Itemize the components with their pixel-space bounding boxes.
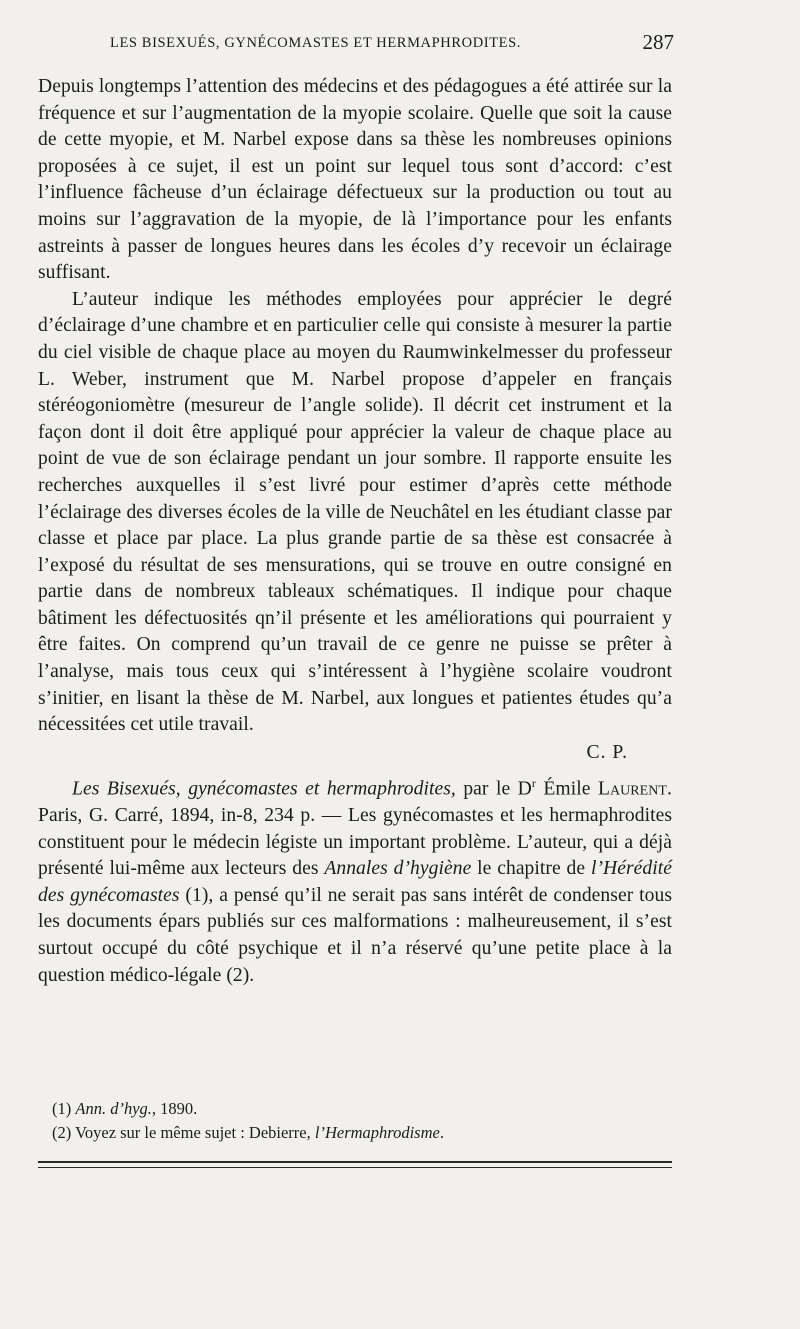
running-head: [38, 30, 674, 59]
paragraph-method: L’auteur indique les méthodes employées pour apprécier le degré d’éclairage d’une chambre et en particulier celle qui consiste à mesurer la partie du ciel visible de chaque place au moyen du Raumwinkelmesser du professeur L. Weber, instrument que M. Narbel propose d’appeler en français stéréogoniomètre (mesureur de l’angle solide). Il décrit cet instrument et la façon dont il doit être appliqué pour apprécier la valeur de chaque place au point de vue de son éclairage pendant un jour sombre. Il rapporte ensuite les recherches auxquelles il s’est livré pour estimer d’après cette méthode l’éclairage des diverses écoles de la ville de Neuchâtel en les étudiant classe par classe et place par place. La plus grande partie de sa thèse est consacrée à l’exposé du résultat de ses mensurations, qui se trouve en outre consigné en partie dans de nombreux tableaux schématiques. Il indique pour chaque bâtiment les défectuosités qn’il présente et les améliorations qui pourraient y être faites. On comprend qu’un travail de ce genre ne puisse se prêter à l’analyse, mais tous ceux qui s’intéressent à l’hygiène scolaire voudront s’initier, en lisant la thèse de M. Narbel, aux longues et patientes études qu’a nécessitées cet utile travail.: [38, 288, 672, 736]
footnotes: [52, 1097, 672, 1144]
end-rule: [38, 1161, 672, 1168]
footnote-2-text: Voyez sur le même sujet : Debierre,: [75, 1122, 315, 1142]
main-text: [38, 74, 672, 989]
footnote-2: [52, 1121, 672, 1145]
review-by-sup: r: [531, 775, 536, 790]
footnote-2-number: (2): [52, 1122, 76, 1142]
paragraph-myopia: Depuis longtemps l’attention des médecins et des pédagogues a été attirée sur la fréquence et sur l’augmentation de la myopie scolaire. Quelle que soit la cause de cette myopie, et M. Narbel expose dans sa thèse les nombreuses opinions proposées à ce sujet, il est un point sur lequel tous sont d’accord: c’est l’influence fâcheuse d’un éclairage défectueux sur la production ou tout au moins sur l’aggravation de la myopie, de là l’importance pour les enfants astreints à passer de longues heures dans les écoles d’y recevoir un éclairage suffisant.: [38, 76, 672, 284]
running-title: LES BISEXUÉS, GYNÉCOMASTES ET HERMAPHRODITES.: [110, 35, 522, 51]
footnote-1-source: Ann. d’hyg.: [75, 1099, 152, 1118]
review-journal: Annales d’hygiène: [324, 858, 472, 880]
footnote-1-year: , 1890.: [151, 1099, 198, 1118]
footnote-1: [52, 1097, 672, 1121]
review-mid2: (1), a pensé qu’il ne serait pas sans intérêt de condenser tous les documents épars publiés sur ces malformations : malheureusement, il s’est surtout occupé du côté psychique et il n’a réservé qu’une petite place à la question médico-légale (2).: [38, 884, 672, 986]
footnote-1-number: (1): [52, 1099, 76, 1118]
review-mid1: le chapitre de: [471, 858, 591, 880]
review-chapter: l’Hérédité des gynécomastes: [38, 858, 672, 906]
footnote-2-title: l’Hermaphrodisme: [314, 1122, 440, 1142]
review-book-title: Les Bisexués, gynécomastes et hermaphrodites,: [72, 778, 456, 800]
review-author-last: Laurent: [597, 778, 668, 800]
page-number: 287: [642, 30, 674, 54]
review-publication: . Paris, G. Carré, 1894, in-8, 234 p. — Les gynécomastes et les hermaphrodites constituent pour le médecin légiste un important problème. L’auteur, qui a déjà présenté lui-même aux lecteurs des: [38, 778, 672, 880]
review-author-first: Émile: [535, 778, 598, 800]
review-bisexues: [38, 770, 672, 989]
review-signature: C. P.: [586, 741, 628, 763]
footnote-2-end: .: [439, 1122, 444, 1142]
review-by: par le D: [455, 778, 532, 800]
